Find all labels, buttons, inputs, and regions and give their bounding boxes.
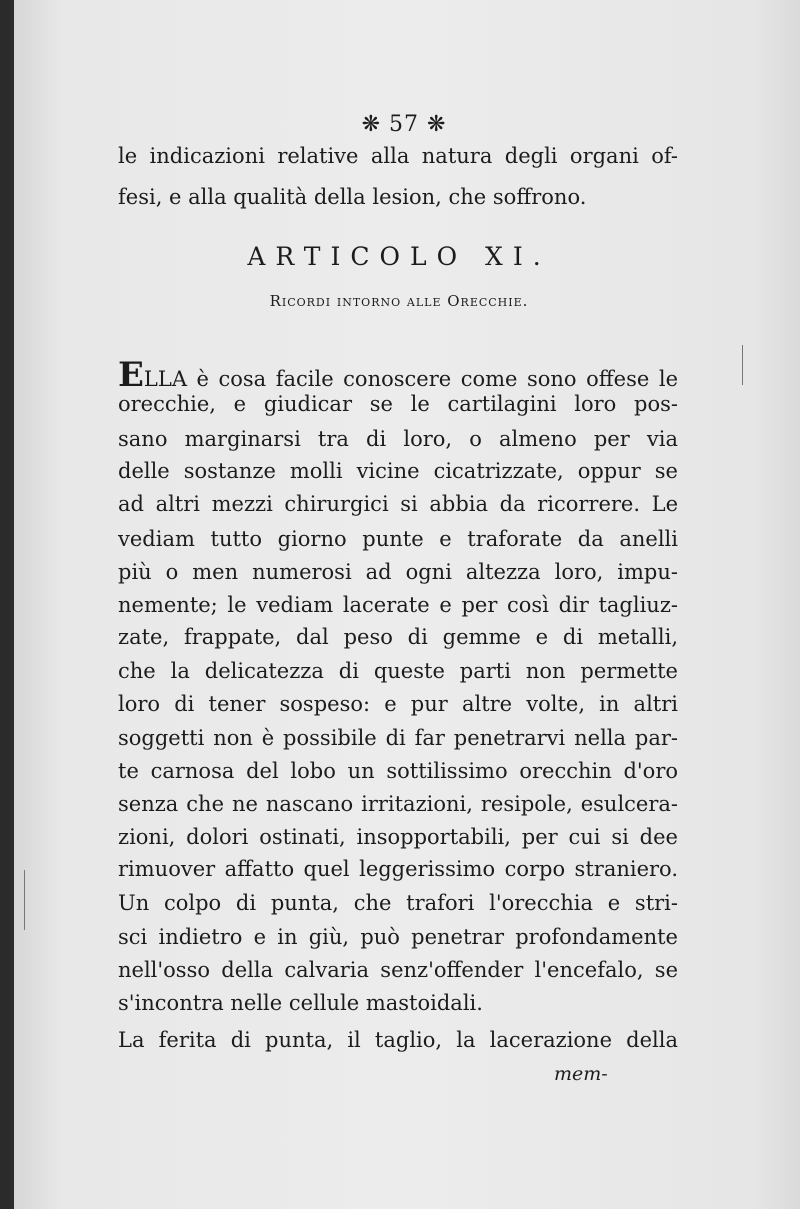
body-line: più o men numerosi ad ogni altezza loro, impu- (118, 560, 678, 584)
body-line: che la delicatezza di queste parti non permette (118, 659, 678, 683)
article-subtitle: Ricordi intorno alle Orecchie. (269, 292, 529, 310)
body-line: sano marginarsi tra di loro, o almeno per via (118, 427, 678, 451)
body-line: soggetti non è possibile di far penetrarvi nella par- (118, 726, 678, 750)
body-line: loro di tener sospeso: e pur altre volte, in altri (118, 692, 678, 716)
body-line: ELLA è cosa facile conoscere come sono offese le (118, 355, 678, 395)
body-line: nell'osso della calvaria senz'offender l'encefalo, se (118, 958, 678, 982)
book-page (14, 0, 800, 1209)
intro-line: le indicazioni relative alla natura degli organi of- (118, 144, 678, 168)
margin-mark (24, 870, 25, 930)
margin-mark (742, 345, 743, 385)
body-line: orecchie, e giudicar se le cartilagini loro pos- (118, 392, 678, 416)
body-line: sci indietro e in giù, può penetrar profondamente (118, 925, 678, 949)
catchword: mem- (554, 1063, 608, 1085)
body-line: zate, frappate, dal peso di gemme e di metalli, (118, 625, 678, 649)
body-line: te carnosa del lobo un sottilissimo orecchin d'oro (118, 759, 678, 783)
body-line: vediam tutto giorno punte e traforate da anelli (118, 527, 678, 551)
page-number: ❋ 57 ❋ (361, 112, 447, 137)
drop-cap-initial: E (118, 355, 144, 395)
body-line: senza che ne nascano irritazioni, resipole, esulcera- (118, 792, 678, 816)
intro-line: fesi, e alla qualità della lesion, che soffrono. (118, 185, 587, 209)
body-line: rimuover affatto quel leggerissimo corpo straniero. (118, 857, 678, 881)
body-line: ad altri mezzi chirurgici si abbia da ricorrere. Le (118, 492, 678, 516)
body-line: nemente; le vediam lacerate e per così dir tagliuz- (118, 593, 678, 617)
body-line: delle sostanze molli vicine cicatrizzate, oppur se (118, 459, 678, 483)
body-line: zioni, dolori ostinati, insopportabili, per cui si dee (118, 825, 678, 849)
body-line: s'incontra nelle cellule mastoidali. (118, 991, 483, 1015)
article-title: ARTICOLO XI. (247, 242, 551, 271)
body-line: La ferita di punta, il taglio, la lacerazione della (118, 1028, 678, 1052)
body-line: Un colpo di punta, che trafori l'orecchia e stri- (118, 891, 678, 915)
